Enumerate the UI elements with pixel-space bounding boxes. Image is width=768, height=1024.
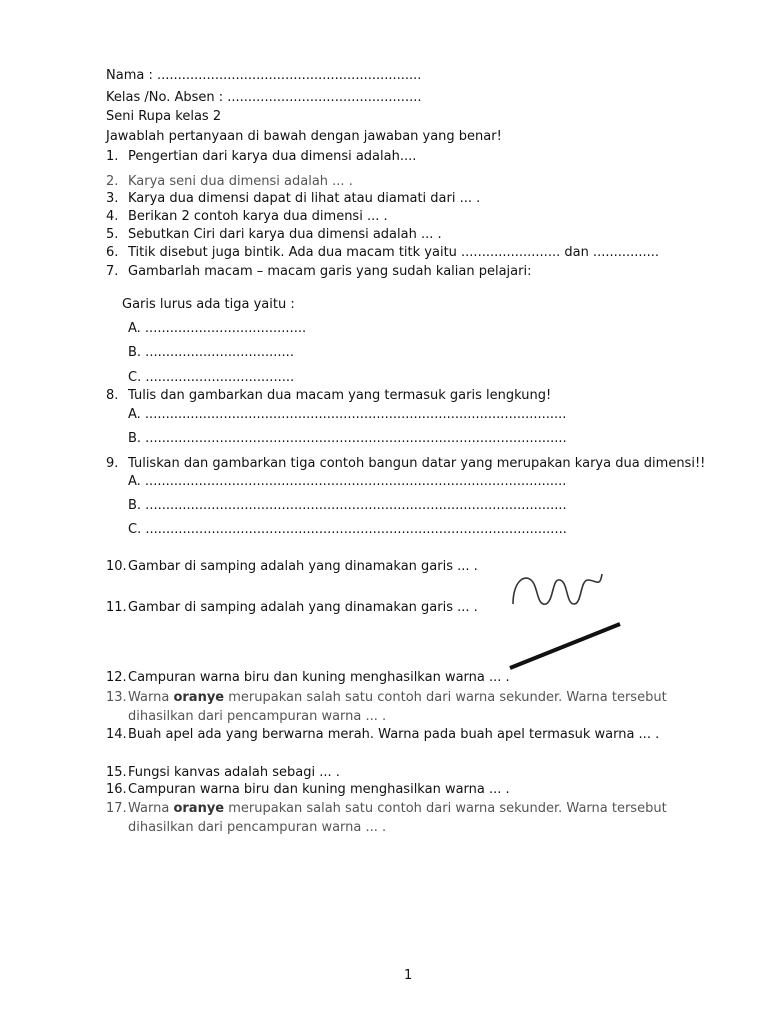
answer-7a: A. ....................................... bbox=[128, 321, 307, 336]
instruction: Jawablah pertanyaan di bawah dengan jawaban yang benar! bbox=[106, 129, 502, 144]
question-12: 12.Campuran warna biru dan kuning menghasilkan warna ... . bbox=[106, 670, 510, 685]
question-13-continued: dihasilkan dari pencampuran warna ... . bbox=[128, 709, 387, 724]
answer-7c: C. .................................... bbox=[128, 370, 295, 385]
question-8: 8. Tulis dan gambarkan dua macam yang termasuk garis lengkung! bbox=[106, 388, 552, 403]
answer-9b: B. ...................................................................................................... bbox=[128, 498, 567, 513]
question-13: 13.Warna oranye merupakan salah satu contoh dari warna sekunder. Warna tersebut bbox=[106, 690, 667, 705]
question-1: 1. Pengertian dari karya dua dimensi adalah.... bbox=[106, 149, 417, 164]
question-11: 11.Gambar di samping adalah yang dinamakan garis ... . bbox=[106, 600, 478, 615]
question-5: 5. Sebutkan Ciri dari karya dua dimensi adalah ... . bbox=[106, 227, 442, 242]
kelas-field: Kelas /No. Absen : ............................................... bbox=[106, 90, 422, 105]
answer-7b: B. .................................... bbox=[128, 345, 294, 360]
answer-8b: B. ...................................................................................................... bbox=[128, 431, 567, 446]
question-2: 2. Karya seni dua dimensi adalah ... . bbox=[106, 174, 353, 189]
question-15: 15.Fungsi kanvas adalah sebagi ... . bbox=[106, 765, 340, 780]
question-9: 9. Tuliskan dan gambarkan tiga contoh bangun datar yang merupakan karya dua dimensi!! bbox=[106, 456, 706, 471]
page-number: 1 bbox=[404, 968, 413, 983]
question-16: 16.Campuran warna biru dan kuning menghasilkan warna ... . bbox=[106, 782, 510, 797]
curved-line-figure bbox=[508, 570, 608, 612]
question-4: 4. Berikan 2 contoh karya dua dimensi ... . bbox=[106, 209, 388, 224]
nama-field: Nama : ................................................................ bbox=[106, 68, 422, 83]
answer-8a: A. ...................................................................................................... bbox=[128, 407, 567, 422]
question-6: 6. Titik disebut juga bintik. Ada dua macam titk yaitu ........................ dan ................ bbox=[106, 245, 660, 260]
question-7: 7. Gambarlah macam – macam garis yang sudah kalian pelajari: bbox=[106, 264, 532, 279]
question-17: 17.Warna oranye merupakan salah satu contoh dari warna sekunder. Warna tersebut bbox=[106, 801, 667, 816]
question-7-subheading: Garis lurus ada tiga yaitu : bbox=[122, 297, 295, 312]
question-14: 14.Buah apel ada yang berwarna merah. Warna pada buah apel termasuk warna ... . bbox=[106, 727, 660, 742]
subject-title: Seni Rupa kelas 2 bbox=[106, 109, 222, 124]
answer-9a: A. ...................................................................................................... bbox=[128, 474, 567, 489]
answer-9c: C. ...................................................................................................... bbox=[128, 522, 567, 537]
question-17-continued: dihasilkan dari pencampuran warna ... . bbox=[128, 820, 387, 835]
straight-line-figure bbox=[506, 618, 624, 672]
question-10: 10.Gambar di samping adalah yang dinamakan garis ... . bbox=[106, 559, 478, 574]
question-3: 3. Karya dua dimensi dapat di lihat atau diamati dari ... . bbox=[106, 191, 481, 206]
